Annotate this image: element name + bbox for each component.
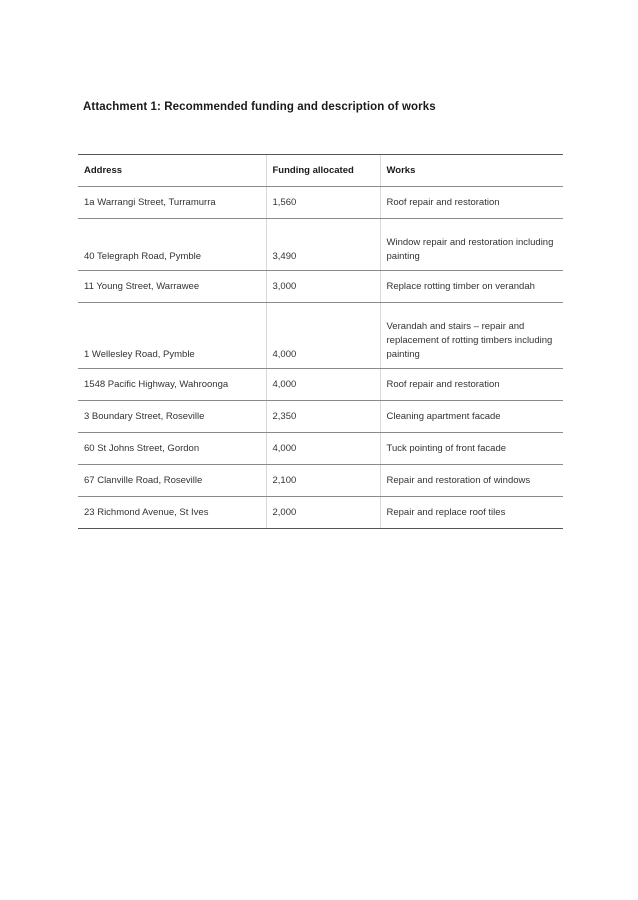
address-cell: 1548 Pacific Highway, Wahroonga [78, 369, 266, 401]
works-cell: Replace rotting timber on verandah [380, 271, 563, 303]
address-cell: 3 Boundary Street, Roseville [78, 401, 266, 433]
funding-cell: 2,100 [266, 465, 380, 497]
document-title: Attachment 1: Recommended funding and description of works [83, 101, 436, 113]
address-cell: 67 Clanville Road, Roseville [78, 465, 266, 497]
table-row [78, 497, 563, 529]
header-row [78, 155, 563, 187]
works-cell: Roof repair and restoration [380, 187, 563, 219]
address-cell: 11 Young Street, Warrawee [78, 271, 266, 303]
works-cell: Verandah and stairs – repair and replacement of rotting timbers including painting [380, 303, 563, 369]
funding-table [78, 154, 563, 529]
column-header-address: Address [78, 155, 266, 187]
funding-cell: 2,350 [266, 401, 380, 433]
works-cell: Cleaning apartment facade [380, 401, 563, 433]
funding-cell: 2,000 [266, 497, 380, 529]
table-header [78, 155, 563, 187]
works-cell: Repair and restoration of windows [380, 465, 563, 497]
address-cell: 60 St Johns Street, Gordon [78, 433, 266, 465]
table-row [78, 187, 563, 219]
works-cell: Repair and replace roof tiles [380, 497, 563, 529]
address-cell: 1a Warrangi Street, Turramurra [78, 187, 266, 219]
funding-cell: 3,490 [266, 219, 380, 271]
table-row [78, 369, 563, 401]
funding-cell: 4,000 [266, 303, 380, 369]
table-row [78, 271, 563, 303]
table-row [78, 401, 563, 433]
address-cell: 1 Wellesley Road, Pymble [78, 303, 266, 369]
address-cell: 23 Richmond Avenue, St Ives [78, 497, 266, 529]
table-row [78, 465, 563, 497]
column-header-funding: Funding allocated [266, 155, 380, 187]
works-cell: Tuck pointing of front facade [380, 433, 563, 465]
table-row [78, 219, 563, 271]
table-row [78, 433, 563, 465]
funding-cell: 1,560 [266, 187, 380, 219]
funding-cell: 3,000 [266, 271, 380, 303]
funding-cell: 4,000 [266, 369, 380, 401]
column-header-works: Works [380, 155, 563, 187]
address-cell: 40 Telegraph Road, Pymble [78, 219, 266, 271]
table-body [78, 187, 563, 529]
funding-cell: 4,000 [266, 433, 380, 465]
works-cell: Roof repair and restoration [380, 369, 563, 401]
table-row [78, 303, 563, 369]
works-cell: Window repair and restoration including painting [380, 219, 563, 271]
